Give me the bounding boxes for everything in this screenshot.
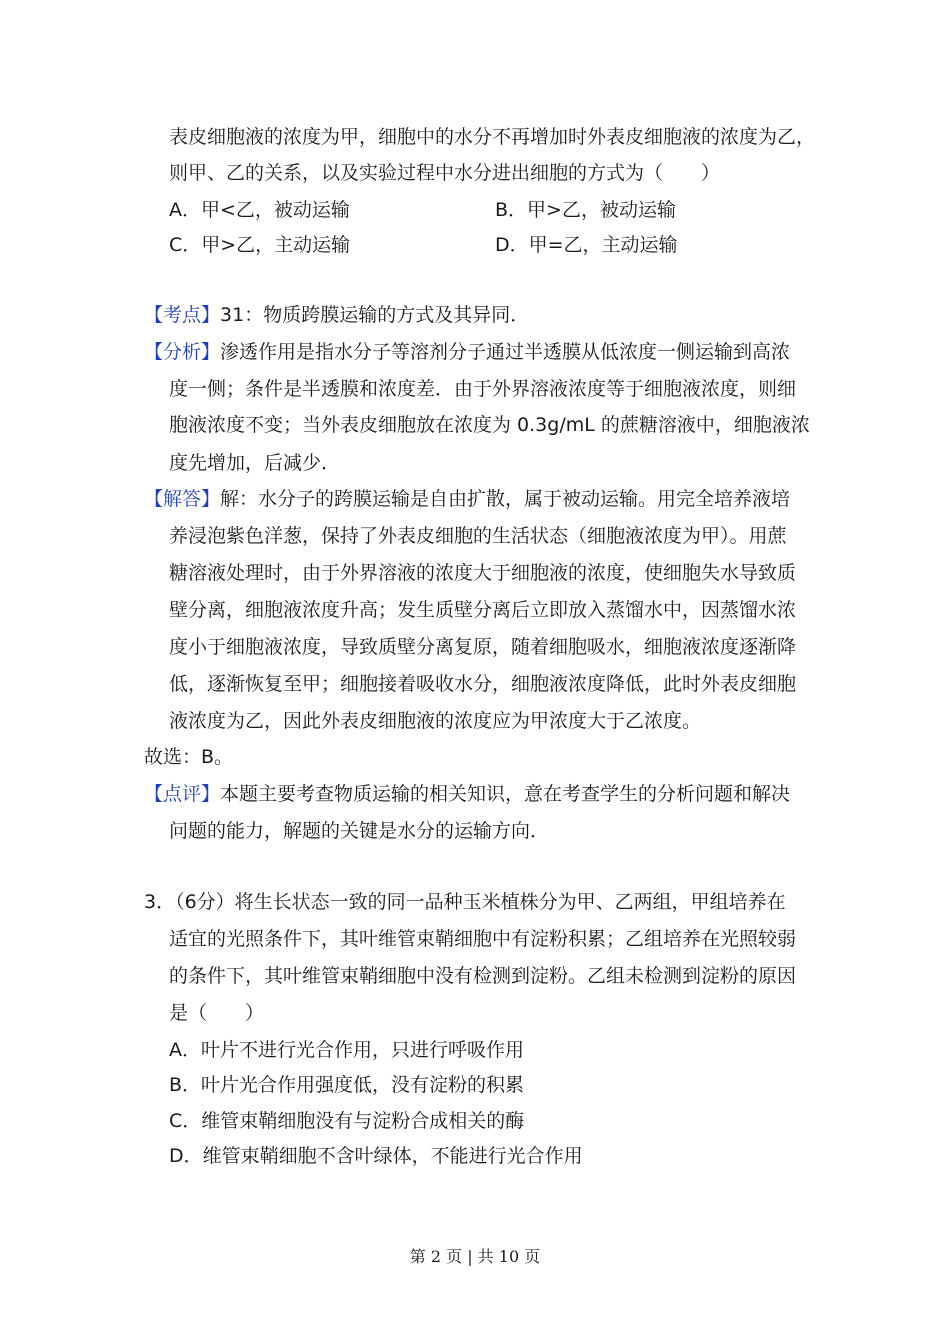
q2-option-c: C．甲>乙，主动运输: [169, 234, 351, 256]
dianping-line-1: [144, 781, 790, 807]
jieda-line-3: 糖溶液处理时，由于外界溶液的浓度大于细胞液的浓度，使细胞失水导致质: [169, 562, 797, 584]
fenxi-line-3: 胞液浓度不变；当外表皮细胞放在浓度为 0.3g/mL 的蔗糖溶液中，细胞液浓: [169, 414, 810, 436]
fenxi-text-1: 渗透作用是指水分子等溶剂分子通过半透膜从低浓度一侧运输到高浓: [220, 341, 791, 363]
q2-option-a: A．甲<乙，被动运输: [169, 199, 350, 221]
page-footer: 第 2 页 | 共 10 页: [409, 1247, 541, 1266]
dianping-text-1: 本题主要考查物质运输的相关知识，意在考查学生的分析问题和解决: [220, 783, 791, 805]
jieda-line-2: 养浸泡紫色洋葱，保持了外表皮细胞的生活状态（细胞液浓度为甲）。用蔗: [169, 525, 787, 547]
fenxi-line-2: 度一侧；条件是半透膜和浓度差．由于外界溶液浓度等于细胞液浓度，则细: [169, 378, 797, 400]
q3-stem-line-2: 适宜的光照条件下，其叶维管束鞘细胞中有淀粉积累；乙组培养在光照较弱: [169, 928, 797, 950]
jieda-line-6: 低，逐渐恢复至甲；细胞接着吸收水分，细胞液浓度降低，此时外表皮细胞: [169, 673, 797, 695]
q2-option-b: B．甲>乙，被动运输: [495, 199, 676, 221]
q3-stem-line-3: 的条件下，其叶维管束鞘细胞中没有检测到淀粉。乙组未检测到淀粉的原因: [169, 965, 797, 987]
dianping-line-2: 问题的能力，解题的关键是水分的运输方向．: [169, 820, 550, 842]
jieda-line-4: 壁分离，细胞液浓度升高；发生质壁分离后立即放入蒸馏水中，因蒸馏水浓: [169, 599, 797, 621]
q3-stem-line-1: 3．（6分）将生长状态一致的同一品种玉米植株分为甲、乙两组，甲组培养在: [144, 891, 786, 913]
fenxi-line-1: [144, 339, 790, 365]
kaodian-line: [144, 302, 529, 328]
jieda-line-5: 度小于细胞液浓度，导致质壁分离复原，随着细胞吸水，细胞液浓度逐渐降: [169, 636, 797, 658]
answer-line: 故选：B。: [144, 746, 234, 768]
q3-option-d: D．维管束鞘细胞不含叶绿体，不能进行光合作用: [169, 1145, 583, 1167]
q3-option-b: B．叶片光合作用强度低，没有淀粉的积累: [169, 1074, 525, 1096]
q2-option-d: D．甲=乙，主动运输: [495, 234, 678, 256]
kaodian-text: 31：物质跨膜运输的方式及其异同．: [220, 304, 530, 326]
q2-stem-line-1: 表皮细胞液的浓度为甲，细胞中的水分不再增加时外表皮细胞液的浓度为乙，: [169, 126, 816, 148]
jieda-tag: 【解答】: [144, 488, 221, 510]
jieda-line-1: [144, 486, 790, 512]
fenxi-line-4: 度先增加，后减少．: [169, 452, 341, 474]
q3-option-a: A．叶片不进行光合作用，只进行呼吸作用: [169, 1039, 524, 1061]
kaodian-tag: 【考点】: [144, 304, 221, 326]
q3-option-c: C．维管束鞘细胞没有与淀粉合成相关的酶: [169, 1110, 525, 1132]
q2-stem-line-2: 则甲、乙的关系，以及实验过程中水分进出细胞的方式为（ ）: [169, 162, 721, 184]
jieda-line-7: 液浓度为乙，因此外表皮细胞液的浓度应为甲浓度大于乙浓度。: [169, 710, 702, 732]
q3-stem-line-4: 是（ ）: [169, 1002, 265, 1024]
dianping-tag: 【点评】: [144, 783, 221, 805]
fenxi-tag: 【分析】: [144, 341, 221, 363]
jieda-text-1: 解：水分子的跨膜运输是自由扩散，属于被动运输。用完全培养液培: [220, 488, 791, 510]
